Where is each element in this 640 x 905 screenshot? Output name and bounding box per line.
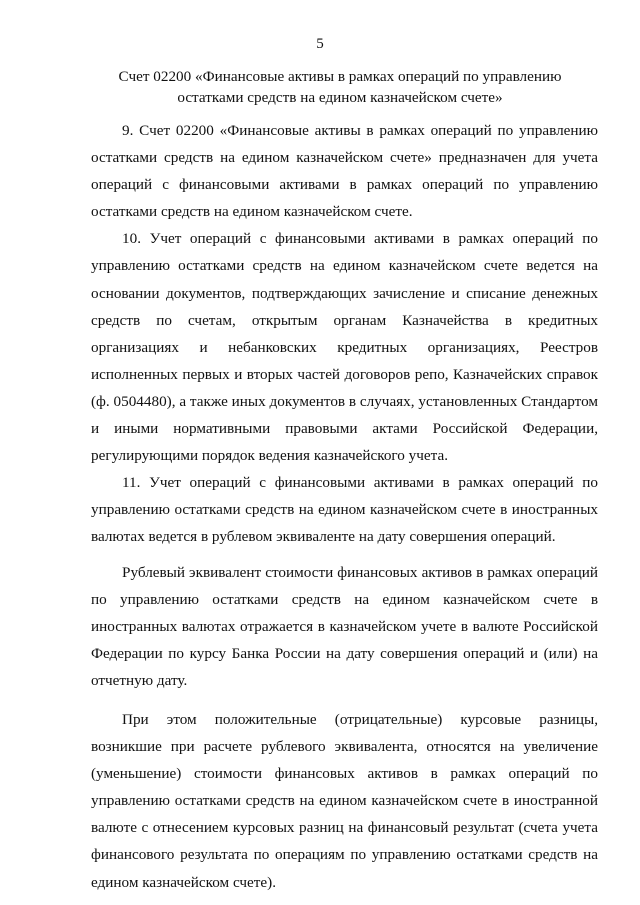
page-number: 5	[316, 36, 324, 52]
paragraph-exchange-differences: При этом положительные (отрицательные) курсовые разницы, возникшие при расчете рублевого эквивалента, относятся на увеличение (уменьшение) стоимости финансовых активов в рамках операций по управлению остатками средств на едином казначейском счете в иностранной валюте с отнесением курсовых разниц на финансовый результат (счета учета финансового результата по операциям по управлению остатками средств на едином казначейском счете).	[91, 710, 598, 891]
section-title-line-1: Счет 02200 «Финансовые активы в рамках операций по управлению	[118, 68, 562, 85]
paragraph-9: 9. Счет 02200 «Финансовые активы в рамках операций по управлению остатками средств на едином казначейском счете» предназначен для учета операций с финансовыми активами в рамках операций по управлению остатками средств на едином казначейском счете.	[91, 122, 598, 221]
section-title-line-2: остатками средств на едином казначейском счете»	[177, 89, 503, 106]
paragraph-ruble-equivalent: Рублевый эквивалент стоимости финансовых активов в рамках операций по управлению остатками средств на едином казначейском счете в иностранных валютах отражается в казначейском учете в валюте Российской Федерации по курсу Банка России на дату совершения операций и (или) на отчетную дату.	[91, 563, 598, 689]
paragraph-10: 10. Учет операций с финансовыми активами в рамках операций по управлению остатками средств на едином казначейском счете ведется на основании документов, подтверждающих зачисление и списание денежных средств по счетам, открытым органам Казначейства в кредитных организациях и небанковских кредитных организациях, Реестров исполненных первых и вторых частей договоров репо, Казначейских справок (ф. 0504480), а также иных документов в случаях, установленных Стандартом и иными нормативными правовыми актами Российской Федерации, регулирующими порядок ведения казначейского учета.	[91, 230, 598, 465]
body-text	[91, 117, 598, 896]
section-title	[90, 66, 590, 108]
paragraph-11: 11. Учет операций с финансовыми активами в рамках операций по управлению остатками средств на едином казначейском счете в иностранных валютах ведется в рублевом эквиваленте на дату совершения операций.	[91, 474, 598, 546]
